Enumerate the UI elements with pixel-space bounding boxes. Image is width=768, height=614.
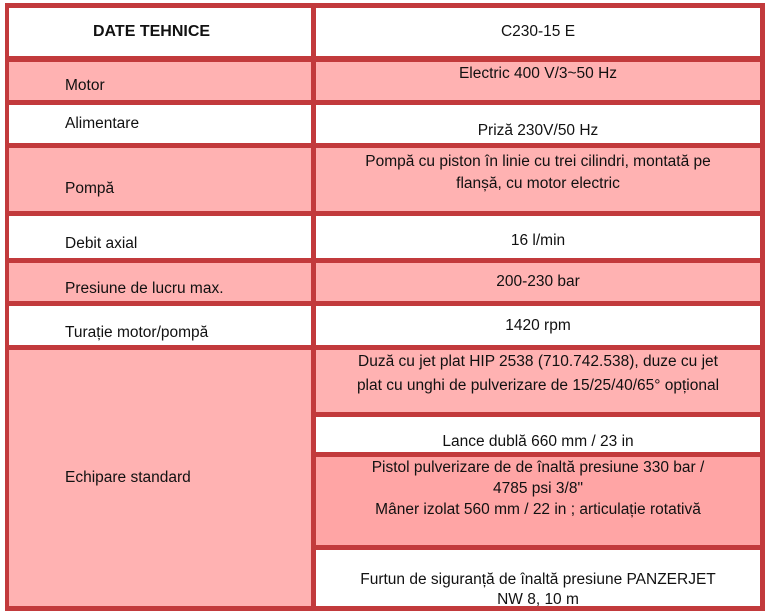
row-value: Electric 400 V/3~50 Hz: [458, 65, 618, 82]
row-pompa-value-cell: [316, 148, 760, 211]
equipment-line-1: Furtun de siguranță de înaltă presiune PANZERJET: [360, 571, 716, 588]
equipment-line-1: Lance dublă 660 mm / 23 in: [442, 433, 634, 450]
row-debit-value-cell: [316, 216, 760, 258]
row-label: Turație motor/pompă: [65, 324, 209, 341]
equipment-line-1: Duză cu jet plat HIP 2538 (710.742.538), duze cu jet: [358, 353, 718, 370]
header-label-cell: [9, 8, 311, 56]
row-label: Debit axial: [65, 235, 138, 252]
equipment-item-lance: [316, 417, 760, 452]
equipment-line-2: NW 8, 10 m: [497, 591, 579, 608]
equipment-item-gun: [316, 457, 760, 545]
row-value-line-1: Pompă cu piston în linie cu trei cilindri, montată pe: [365, 153, 711, 170]
model-name: C230-15 E: [500, 23, 576, 40]
row-alimentare-label-cell: [9, 105, 311, 143]
row-label: Echipare standard: [65, 469, 191, 486]
row-presiune-label-cell: [9, 263, 311, 301]
row-value: 200-230 bar: [496, 273, 580, 290]
equipment-line-1: Pistol pulverizare de de înaltă presiune 330 bar /: [371, 459, 705, 476]
equipment-line-2: plat cu unghi de pulverizare de 15/25/40/65° opțional: [356, 377, 720, 394]
row-turatie-label-cell: [9, 306, 311, 345]
row-label: Pompă: [65, 180, 115, 197]
row-echipare-label-cell: [9, 350, 311, 606]
row-value-line-2: flanșă, cu motor electric: [456, 175, 620, 192]
row-label: Presiune de lucru max.: [65, 280, 224, 297]
row-presiune-value-cell: [316, 263, 760, 301]
equipment-line-2: 4785 psi 3/8": [493, 480, 583, 497]
row-pompa-label-cell: [9, 148, 311, 211]
row-value: Priză 230V/50 Hz: [477, 122, 599, 139]
row-value: 1420 rpm: [505, 316, 571, 334]
equipment-item-hose: [316, 550, 760, 606]
equipment-line-3: Mâner izolat 560 mm / 22 in ; articulație rotativă: [375, 501, 701, 518]
row-turatie-value-cell: [316, 306, 760, 345]
row-motor-value-cell: [316, 62, 760, 100]
row-motor-label-cell: [9, 62, 311, 100]
row-label: Motor: [65, 77, 105, 94]
row-value: 16 l/min: [510, 232, 566, 249]
row-debit-label-cell: [9, 216, 311, 258]
equipment-item-nozzle: [316, 350, 760, 412]
header-model-cell: [316, 8, 760, 56]
row-alimentare-value-cell: [316, 105, 760, 143]
row-label: Alimentare: [65, 115, 140, 132]
technical-data-table: [5, 3, 765, 611]
header-label: DATE TEHNICE: [93, 23, 211, 40]
